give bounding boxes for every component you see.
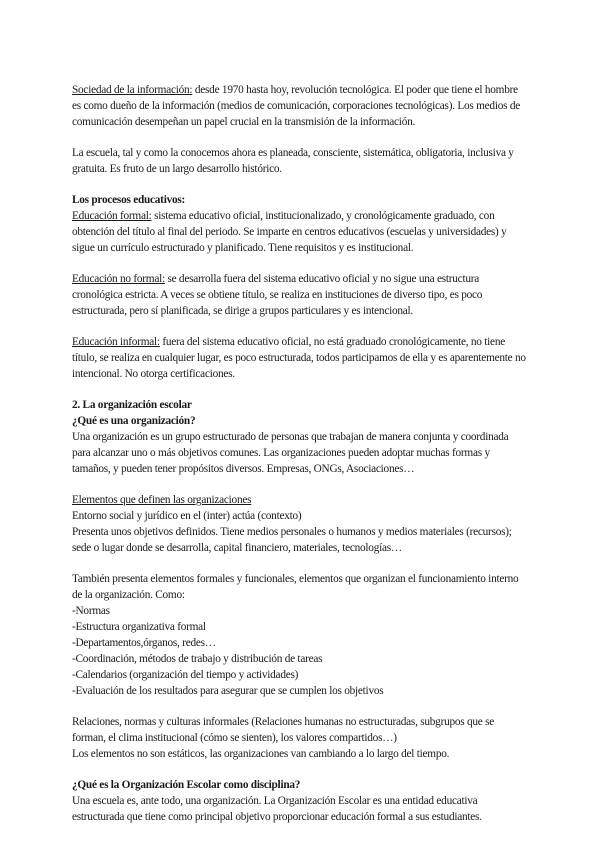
list-item: -Estructura organizativa formal [72, 621, 206, 633]
paragraph-escuela: La escuela, tal y como la conocemos ahora es planeada, consciente, sistemática, obligatoria, inclusiva y gratuita. Es fruto de un largo desarrollo histórico. [72, 147, 514, 175]
paragraph-sociedad [72, 82, 528, 130]
paragraph-informal [72, 334, 528, 382]
formal-elements-list [72, 603, 528, 699]
sociedad-text: desde 1970 hasta hoy, revolución tecnológica. El poder que tiene el hombre es como dueño de la información (medios de comunicación, corporaciones tecnológicas). Los medios de comunicación desempeñan un papel crucial en la transmisión de la información. [72, 84, 520, 128]
document-body [72, 82, 528, 840]
question-organizacion: ¿Qué es una organización? [72, 415, 196, 427]
paragraph-formal [72, 208, 528, 256]
paragraph-formal-intro: También presenta elementos formales y funcionales, elementos que organizan el funcionamiento interno de la organización. Como: [72, 573, 519, 601]
paragraph-disciplina: Una escuela es, ante todo, una organización. La Organización Escolar es una entidad educativa estructurada que tiene como principal objetivo proporcionar educación formal a sus estudiantes. [72, 795, 482, 823]
section-title: 2. La organización escolar [72, 399, 192, 411]
no-formal-text: se desarrolla fuera del sistema educativo oficial y no sigue una estructura cronológica estricta. A veces se obtiene título, se realiza en instituciones de diverso tipo, es poco estructurada, pero sí planificada, se dirige a grupos particulares y es intencional. [72, 273, 483, 317]
question-disciplina: ¿Qué es la Organización Escolar como disciplina? [72, 779, 301, 791]
term-no-formal: Educación no formal: [72, 273, 165, 285]
list-item: -Departamentos,órganos, redes… [72, 637, 216, 649]
term-informal: Educación informal: [72, 336, 160, 348]
list-item: -Coordinación, métodos de trabajo y distribución de tareas [72, 653, 323, 665]
procesos-heading-text: Los procesos educativos: [72, 194, 186, 206]
paragraph-no-formal [72, 271, 528, 319]
formal-text: sistema educativo oficial, institucionalizado, y cronológicamente graduado, con obtención del título al final del periodo. Se imparte en centros educativos (escuelas y universidades) y sigue un currículo estructurado y planificado. Tiene requisitos y es institucional. [72, 210, 507, 254]
term-sociedad: Sociedad de la información: [72, 84, 193, 96]
term-formal: Educación formal: [72, 210, 152, 222]
element-entorno: Entorno social y jurídico en el (inter) actúa (contexto) [72, 510, 302, 522]
heading-procesos [72, 192, 528, 208]
paragraph-informales: Relaciones, normas y culturas informales (Relaciones humanas no estructuradas, subgrupos que se forman, el clima institucional (cómo se sienten), los valores compartidos…) [72, 716, 495, 744]
paragraph-definicion: Una organización es un grupo estructurado de personas que trabajan de manera conjunta y coordinada para alcanzar uno o más objetivos comunes. Las organizaciones pueden adoptar muchas formas y tamaños, y pueden tener propósitos diversos. Empresas, ONGs, Asociaciones… [72, 431, 509, 475]
paragraph-cambio: Los elementos no son estáticos, las organizaciones van cambiando a lo largo del tiempo. [72, 748, 450, 760]
list-item: -Calendarios (organización del tiempo y actividades) [72, 669, 299, 681]
elements-heading: Elementos que definen las organizaciones [72, 494, 252, 506]
element-objetivos: Presenta unos objetivos definidos. Tiene medios personales o humanos y medios materiales (recursos); sede o lugar donde se desarrolla, capital financiero, materiales, tecnologías… [72, 526, 512, 554]
list-item: -Normas [72, 605, 110, 617]
list-item: -Evaluación de los resultados para asegurar que se cumplen los objetivos [72, 685, 384, 697]
informal-text: fuera del sistema educativo oficial, no está graduado cronológicamente, no tiene título, se realiza en cualquier lugar, es poco estructurada, todos participamos de ella y es aparentemente no intencional. No otorga certificaciones. [72, 336, 526, 380]
